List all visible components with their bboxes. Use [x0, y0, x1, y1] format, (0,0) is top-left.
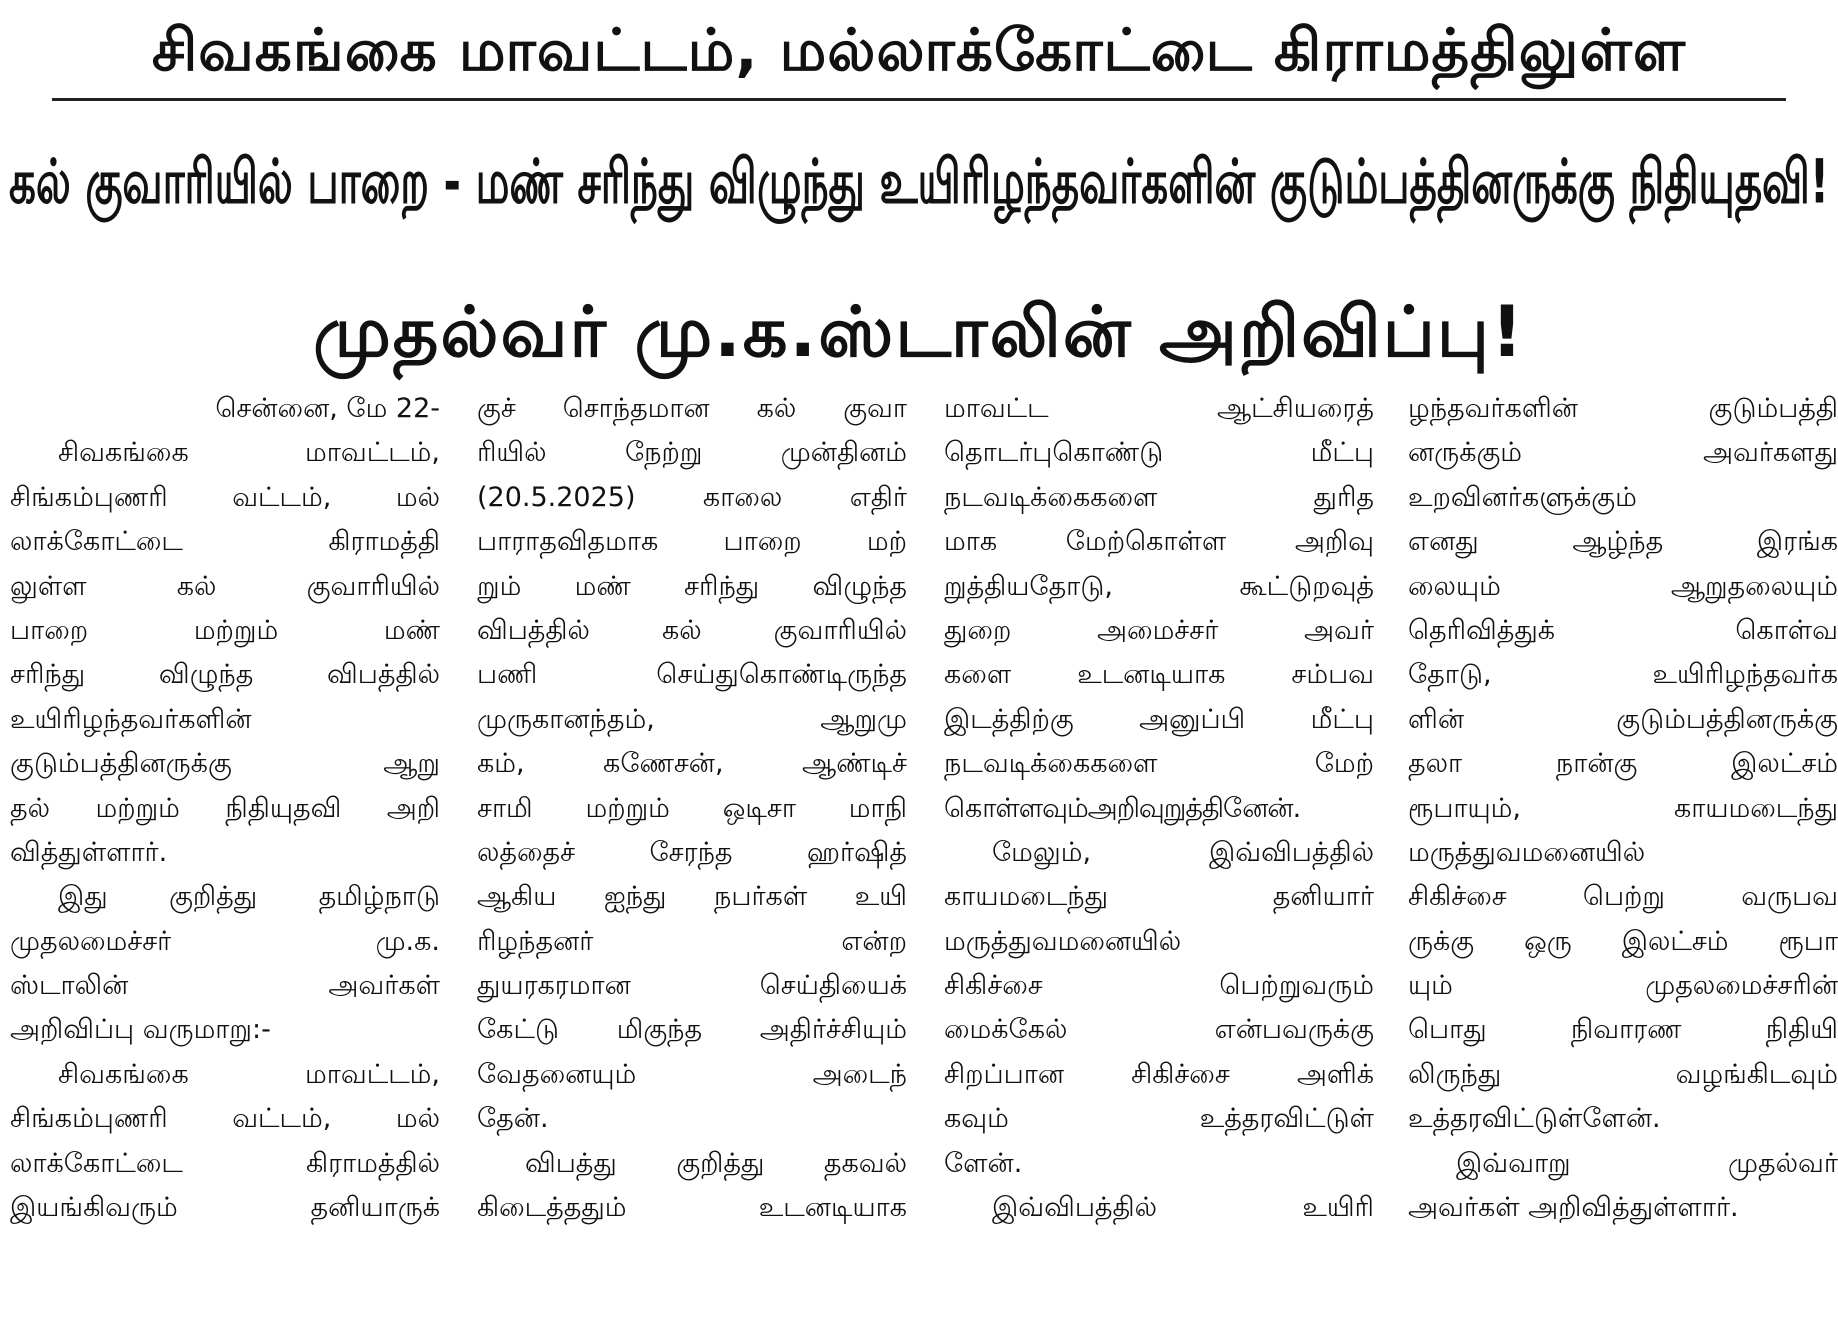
article-line: ழந்தவர்களின் குடும்பத்தி [1408, 393, 1838, 424]
article-column-4 [1408, 387, 1838, 1322]
article-line: சரிந்து விழுந்த விபத்தில் [10, 659, 440, 691]
article-line: இயங்கிவரும் தனியாருக் [10, 1192, 440, 1224]
article-line: தேன். [477, 1103, 549, 1135]
article-column-3 [944, 387, 1374, 1322]
article-line: களை உடனடியாக சம்பவ [944, 659, 1374, 691]
headline-main: கல் குவாரியில் பாறை - மண் சரிந்து விழுந்து உயிரிழந்தவர்களின் குடும்பத்தினருக்கு நிதியுதவி! [8, 145, 1829, 217]
article-line: பாராதவிதமாக பாறை மற் [477, 526, 907, 558]
article-line: தல் மற்றும் நிதியுதவி அறி [10, 792, 440, 824]
article-line: நடவடிக்கைகளை மேற் [944, 748, 1374, 780]
article-line: பொது நிவாரண நிதியி [1408, 1014, 1838, 1046]
article-line: ருக்கு ஒரு இலட்சம் ரூபா [1408, 925, 1838, 957]
article-line: றும் மண் சரிந்து விழுந்த [477, 570, 907, 602]
article-line: லத்தைச் சேரந்த ஹர்ஷித் [477, 836, 907, 868]
article-line: கேட்டு மிகுந்த அதிர்ச்சியும் [477, 1014, 907, 1046]
article-line: உறவினர்களுக்கும் [1408, 481, 1637, 513]
article-line: ஆகிய ஐந்து நபர்கள் உயி [477, 881, 907, 913]
article-line: அறிவிப்பு வருமாறு:- [10, 1014, 271, 1046]
article-line: ளேன். [944, 1147, 1023, 1179]
article-line: தோடு, உயிரிழந்தவர்க [1408, 659, 1838, 691]
article-line: குடும்பத்தினருக்கு ஆறு [10, 748, 440, 780]
article-line: கொள்ளவும்அறிவுறுத்தினேன். [944, 792, 1301, 824]
article-line: அவர்கள் அறிவித்துள்ளார். [1408, 1192, 1739, 1224]
article-line: குச் சொந்தமான கல் குவா [477, 393, 907, 424]
article-line: மாக மேற்கொள்ள அறிவு [944, 526, 1374, 558]
article-line: லுள்ள கல் குவாரியில் [10, 570, 440, 602]
article-line: வித்துள்ளார். [10, 836, 168, 868]
article-line: லாக்கோட்டை கிராமத்தில் [10, 1147, 440, 1179]
article-line: மேலும், இவ்விபத்தில் [992, 836, 1374, 868]
article-line: காயமடைந்து தனியார் [944, 881, 1374, 913]
article-line: சாமி மற்றும் ஒடிசா மாநி [477, 792, 907, 824]
article-line: ளின் குடும்பத்தினருக்கு [1408, 703, 1838, 735]
article-line: இவ்விபத்தில் உயிரி [992, 1192, 1374, 1224]
article-line: பாறை மற்றும் மண் [10, 614, 440, 646]
article-line: மருத்துவமனையில் [1408, 836, 1646, 868]
article-line: லையும் ஆறுதலையும் [1408, 570, 1838, 602]
article-line: சிகிச்சை பெற்று வருபவ [1408, 881, 1838, 913]
article-line: கவும் உத்தரவிட்டுள் [944, 1103, 1374, 1135]
article-line: சிவகங்கை மாவட்டம், [58, 437, 440, 469]
article-line: தலா நான்கு இலட்சம் [1408, 748, 1838, 780]
article-line: உத்தரவிட்டுள்ளேன். [1408, 1103, 1661, 1135]
article-line: விபத்தில் கல் குவாரியில் [477, 614, 907, 646]
article-line: ரியில் நேற்று முன்தினம் [477, 437, 907, 469]
article-line: முருகானந்தம், ஆறுமு [477, 703, 907, 735]
article-line: வேதனையும் அடைந் [477, 1058, 907, 1090]
article-body [0, 387, 1838, 1322]
article-line: சென்னை, மே 22- [215, 393, 440, 424]
article-line: நடவடிக்கைகளை துரித [944, 481, 1374, 513]
article-line: கம், கணேசன், ஆண்டிச் [477, 748, 907, 780]
article-line: (20.5.2025) காலை எதிர் [477, 481, 907, 513]
article-line: எனது ஆழ்ந்த இரங்க [1408, 526, 1838, 558]
article-line: னருக்கும் அவர்களது [1408, 437, 1838, 469]
headline-location: சிவகங்கை மாவட்டம், மல்லாக்கோட்டை கிராமத்திலுள்ள [151, 16, 1687, 84]
article-line: மைக்கேல் என்பவருக்கு [944, 1014, 1374, 1046]
article-line: யும் முதலமைச்சரின் [1408, 970, 1838, 1002]
article-line: இடத்திற்கு அனுப்பி மீட்பு [944, 703, 1374, 735]
article-line: பணி செய்துகொண்டிருந்த [477, 659, 907, 691]
article-line: இது குறித்து தமிழ்நாடு [58, 881, 440, 913]
article-line: ரூபாயும், காயமடைந்து [1408, 792, 1838, 824]
article-line: சிகிச்சை பெற்றுவரும் [944, 970, 1374, 1002]
article-line: லாக்கோட்டை கிராமத்தி [10, 526, 440, 558]
article-line: முதலமைச்சர் மு.க. [10, 925, 440, 957]
headline-announcement: முதல்வர் மு.க.ஸ்டாலின் அறிவிப்பு! [313, 291, 1525, 373]
article-line: றுத்தியதோடு, கூட்டுறவுத் [944, 570, 1374, 602]
article-line: தெரிவித்துக் கொள்வ [1408, 614, 1838, 646]
article-line: லிருந்து வழங்கிடவும் [1408, 1058, 1838, 1090]
article-line: சிவகங்கை மாவட்டம், [58, 1058, 440, 1090]
article-column-1 [10, 387, 440, 1322]
article-line: சிங்கம்புணரி வட்டம், மல் [10, 481, 440, 513]
article-line: உயிரிழந்தவர்களின் [10, 703, 252, 735]
article-line: இவ்வாறு முதல்வர் [1456, 1147, 1838, 1179]
article-line: துயரகரமான செய்தியைக் [477, 970, 907, 1002]
article-line: ரிழந்தனர் என்ற [477, 925, 907, 957]
article-line: ஸ்டாலின் அவர்கள் [10, 970, 440, 1002]
article-line: துறை அமைச்சர் அவர் [944, 614, 1374, 646]
article-line: தொடர்புகொண்டு மீட்பு [944, 437, 1374, 469]
article-line: சிறப்பான சிகிச்சை அளிக் [944, 1058, 1374, 1090]
article-line: கிடைத்ததும் உடனடியாக [477, 1192, 907, 1224]
article-line: விபத்து குறித்து தகவல் [525, 1147, 907, 1179]
article-line: மாவட்ட ஆட்சியரைத் [944, 393, 1374, 424]
article-column-2 [477, 387, 907, 1322]
article-line: சிங்கம்புணரி வட்டம், மல் [10, 1103, 440, 1135]
article-line: மருத்துவமனையில் [944, 925, 1182, 957]
